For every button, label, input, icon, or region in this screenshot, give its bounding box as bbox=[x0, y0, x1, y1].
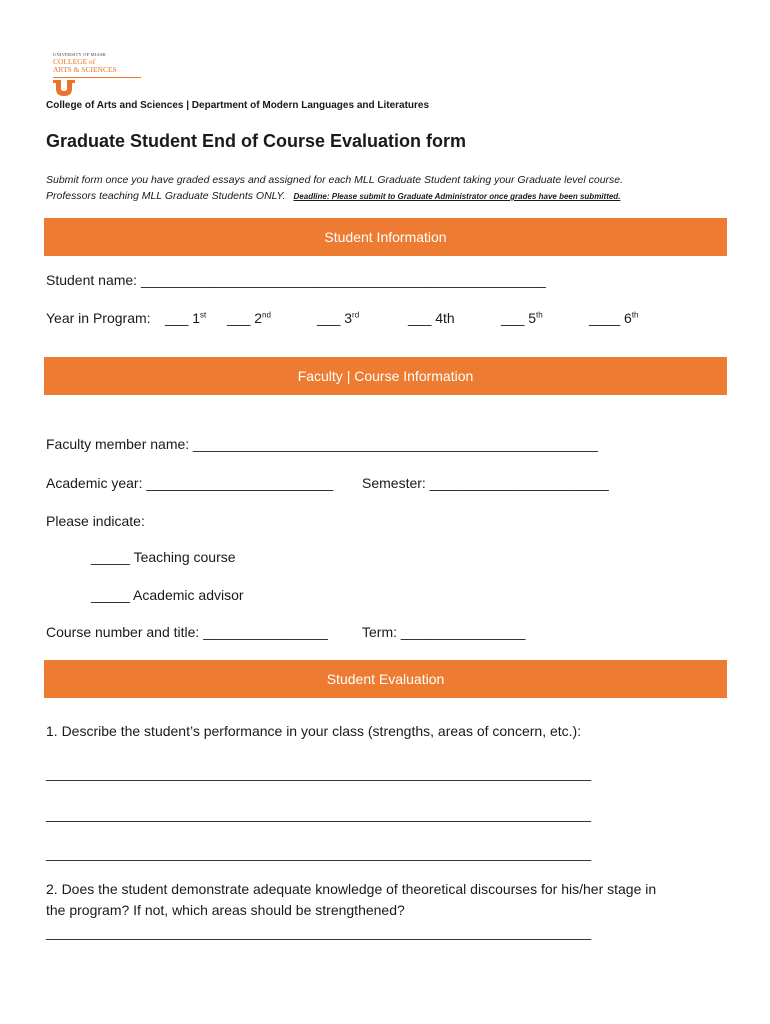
year-option-5-sup: th bbox=[536, 310, 543, 320]
semester-field[interactable]: Semester: _______________________ bbox=[362, 475, 609, 491]
year-in-program-label: Year in Program: bbox=[46, 310, 151, 326]
teaching-course-option[interactable]: _____ Teaching course bbox=[91, 549, 236, 565]
year-option-5[interactable] bbox=[501, 310, 543, 326]
year-option-3-text: ___ 3 bbox=[317, 310, 353, 326]
q1-answer-line-3[interactable]: ______________________________________________________________________ bbox=[46, 845, 592, 861]
student-information-heading: Student Information bbox=[324, 229, 447, 245]
year-option-1-text: ___ 1 bbox=[165, 310, 201, 326]
year-option-1-sup: st bbox=[200, 310, 207, 320]
year-option-6-sup: th bbox=[631, 310, 639, 320]
logo-college-text bbox=[53, 58, 117, 73]
logo-university-text: UNIVERSITY OF MIAMI bbox=[53, 52, 106, 57]
year-option-5-text: ___ 5 bbox=[501, 310, 537, 326]
student-evaluation-heading: Student Evaluation bbox=[326, 671, 445, 687]
logo-college-line2: ARTS & SCIENCES bbox=[53, 64, 117, 74]
intro-line-1: Submit form once you have graded essays and assigned for each MLL Graduate Student taking your Graduate level course. bbox=[46, 174, 624, 186]
term-field[interactable]: Term: ________________ bbox=[362, 624, 526, 640]
intro-line-2 bbox=[46, 188, 623, 205]
question-2-line-1: 2. Does the student demonstrate adequate knowledge of theoretical discourses for his/her stage in bbox=[46, 881, 657, 897]
year-option-2[interactable] bbox=[227, 310, 271, 326]
academic-year-field[interactable]: Academic year: ________________________ bbox=[46, 475, 334, 491]
faculty-course-information-header bbox=[44, 357, 727, 395]
please-indicate-label: Please indicate: bbox=[46, 513, 145, 529]
student-information-header bbox=[44, 218, 727, 256]
student-name-field[interactable]: Student name: ____________________________________________________ bbox=[46, 272, 546, 288]
year-option-4-text: ___ 4th bbox=[408, 310, 455, 326]
year-option-6[interactable] bbox=[589, 310, 639, 326]
deadline-note: Deadline: Please submit to Graduate Administrator once grades have been submitted. bbox=[293, 192, 621, 201]
student-evaluation-header bbox=[44, 660, 727, 698]
logo-rule bbox=[53, 77, 141, 78]
question-2-line-2: the program? If not, which areas should be strengthened? bbox=[46, 902, 405, 918]
faculty-course-information-heading: Faculty | Course Information bbox=[297, 368, 474, 384]
year-option-2-sup: nd bbox=[262, 310, 271, 320]
logo-college-line1: COLLEGE of bbox=[53, 57, 96, 66]
department-line: College of Arts and Sciences | Department of Modern Languages and Literatures bbox=[46, 100, 430, 111]
year-option-4[interactable] bbox=[408, 310, 455, 326]
q1-answer-line-2[interactable]: ______________________________________________________________________ bbox=[46, 806, 592, 822]
intro-line-2-text: Professors teaching MLL Graduate Students ONLY. bbox=[46, 190, 286, 202]
intro-text bbox=[46, 172, 623, 205]
course-number-title-field[interactable]: Course number and title: ________________ bbox=[46, 624, 328, 640]
year-option-1[interactable] bbox=[165, 310, 206, 326]
u-logo-icon bbox=[53, 80, 75, 96]
year-option-2-text: ___ 2 bbox=[227, 310, 263, 326]
year-option-6-text: ____ 6 bbox=[589, 310, 632, 326]
academic-advisor-option[interactable]: _____ Academic advisor bbox=[91, 587, 244, 603]
page-title: Graduate Student End of Course Evaluation form bbox=[46, 131, 467, 151]
year-option-3-sup: rd bbox=[352, 310, 360, 320]
q1-answer-line-1[interactable]: ______________________________________________________________________ bbox=[46, 765, 592, 781]
q2-answer-line-1[interactable]: ______________________________________________________________________ bbox=[46, 924, 592, 940]
question-1: 1. Describe the student’s performance in your class (strengths, areas of concern, etc.): bbox=[46, 723, 582, 739]
university-logo bbox=[50, 50, 145, 96]
faculty-member-name-field[interactable]: Faculty member name: ____________________________________________________ bbox=[46, 436, 598, 452]
year-option-3[interactable] bbox=[317, 310, 359, 326]
